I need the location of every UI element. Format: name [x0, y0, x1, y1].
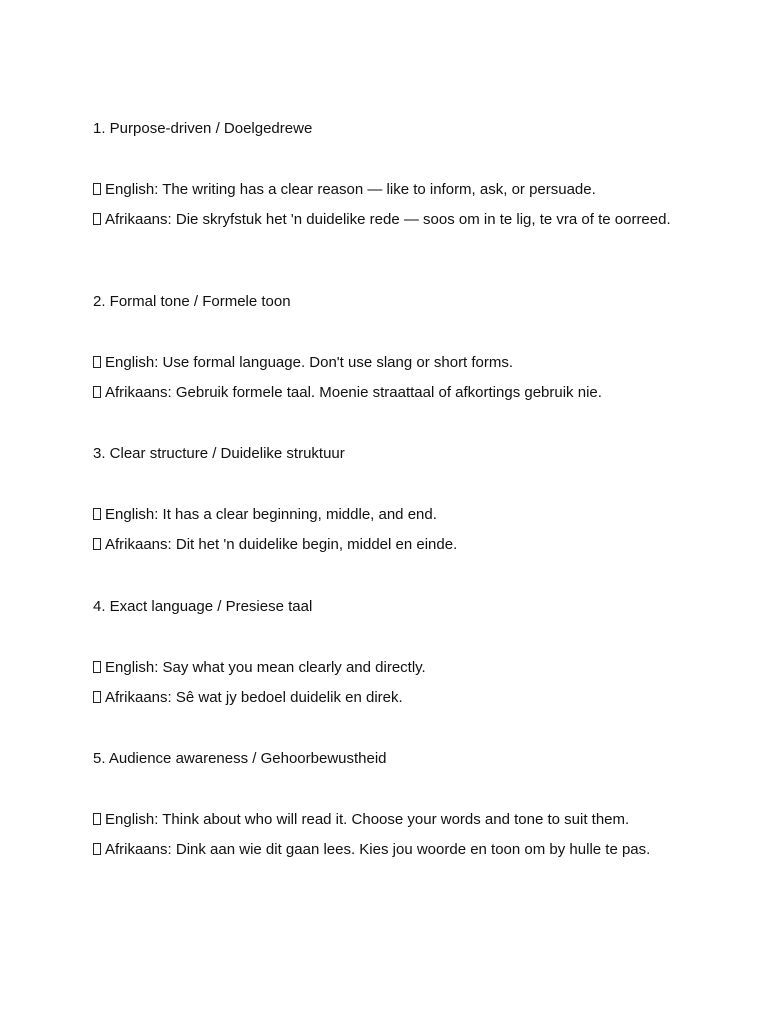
- afrikaans-text: Afrikaans: Dit het 'n duidelike begin, middel en einde.: [105, 536, 458, 553]
- afrikaans-line: [93, 534, 683, 555]
- missing-glyph-icon: [93, 813, 101, 825]
- missing-glyph-icon: [93, 691, 101, 703]
- section-heading: 4. Exact language / Presiese taal: [93, 598, 313, 615]
- section-heading: 1. Purpose-driven / Doelgedrewe: [93, 120, 313, 137]
- missing-glyph-icon: [93, 356, 101, 368]
- english-text: English: It has a clear beginning, middle, and end.: [105, 506, 437, 523]
- english-text: English: Think about who will read it. Choose your words and tone to suit them.: [105, 811, 630, 828]
- missing-glyph-icon: [93, 183, 101, 195]
- section-heading: 3. Clear structure / Duidelike struktuur: [93, 445, 345, 462]
- english-line: [93, 352, 683, 373]
- afrikaans-text: Afrikaans: Die skryfstuk het 'n duidelike rede — soos om in te lig, te vra of te oorreed.: [105, 211, 671, 228]
- afrikaans-line: [93, 382, 683, 403]
- section-heading: 5. Audience awareness / Gehoorbewustheid: [93, 750, 387, 767]
- missing-glyph-icon: [93, 508, 101, 520]
- section-purpose-driven: [93, 118, 683, 230]
- missing-glyph-icon: [93, 843, 101, 855]
- afrikaans-text: Afrikaans: Dink aan wie dit gaan lees. Kies jou woorde en toon om by hulle te pas.: [105, 841, 651, 858]
- english-line: [93, 657, 683, 678]
- section-heading: 2. Formal tone / Formele toon: [93, 293, 291, 310]
- afrikaans-line: [93, 687, 683, 708]
- afrikaans-line: [93, 209, 683, 230]
- english-text: English: The writing has a clear reason — like to inform, ask, or persuade.: [105, 181, 596, 198]
- afrikaans-text: Afrikaans: Sê wat jy bedoel duidelik en direk.: [105, 689, 403, 706]
- missing-glyph-icon: [93, 661, 101, 673]
- section-exact-language: [93, 596, 683, 708]
- section-formal-tone: [93, 291, 683, 403]
- missing-glyph-icon: [93, 213, 101, 225]
- english-line: [93, 809, 683, 830]
- section-clear-structure: [93, 443, 683, 555]
- english-line: [93, 179, 683, 200]
- missing-glyph-icon: [93, 386, 101, 398]
- afrikaans-text: Afrikaans: Gebruik formele taal. Moenie straattaal of afkortings gebruik nie.: [105, 384, 602, 401]
- english-text: English: Say what you mean clearly and directly.: [105, 659, 426, 676]
- missing-glyph-icon: [93, 538, 101, 550]
- afrikaans-line: [93, 839, 683, 860]
- english-line: [93, 504, 683, 525]
- section-audience-awareness: [93, 748, 683, 860]
- english-text: English: Use formal language. Don't use slang or short forms.: [105, 354, 514, 371]
